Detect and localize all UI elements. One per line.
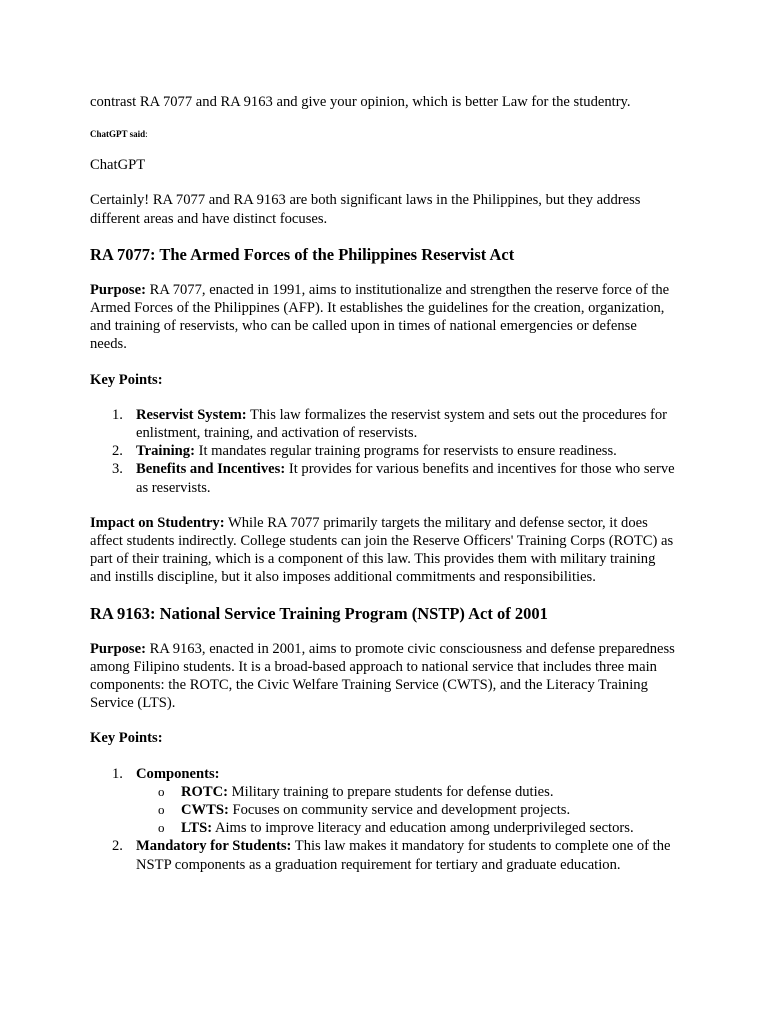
list-number: 2. (112, 838, 123, 855)
purpose-text: RA 7077, enacted in 1991, aims to institutionalize and strengthen the reserve force of the Armed Forces of the Philippines (AFP). It establishes the guidelines for the creation, organization, and training of reservists, who can be called upon in times of national emergencies or defense needs. (90, 281, 670, 353)
point-label: Benefits and Incentives: (136, 461, 286, 478)
list-number: 3. (112, 461, 123, 478)
said-label-text: ChatGPT said (90, 129, 146, 140)
impact-label: Impact on Studentry: (90, 514, 225, 531)
sublist-item (90, 801, 676, 819)
component-text: Aims to improve literacy and education among underprivileged sectors. (212, 820, 634, 837)
chatgpt-said-label (90, 128, 676, 140)
point-label: Reservist System: (136, 406, 247, 423)
section1-impact (90, 514, 676, 587)
intro-paragraph: Certainly! RA 7077 and RA 9163 are both significant laws in the Philippines, but they address different areas and have distinct focuses. (90, 192, 641, 227)
point-text: It mandates regular training programs for reservists to ensure readiness. (194, 443, 617, 460)
section2-key-points-label (90, 729, 676, 747)
list-item (90, 406, 676, 442)
list-number: 2. (112, 443, 123, 460)
point-label: Components: (136, 765, 220, 782)
component-label: LTS: (181, 820, 213, 837)
list-item (90, 460, 676, 496)
sublist-item (90, 819, 676, 837)
section2-key-points-list (90, 765, 676, 874)
section1-key-points-label (90, 371, 676, 389)
bullet-icon: o (158, 802, 165, 818)
list-number: 1. (112, 765, 123, 782)
section1-key-points-list (90, 406, 676, 497)
list-item (90, 765, 676, 838)
point-label: Mandatory for Students: (136, 838, 292, 855)
key-points-label: Key Points: (90, 371, 163, 388)
list-number: 1. (112, 406, 123, 423)
component-text: Focuses on community service and development projects. (228, 802, 571, 819)
component-text: Military training to prepare students for defense duties. (228, 783, 554, 800)
impact-text: While RA 7077 primarily targets the military and defense sector, it does affect students indirectly. College students can join the Reserve Officers' Training Corps (ROTC) as part of their training, which is a component of this law. This provides them with military training and instills discipline, but it also imposes additional commitments and responsibilities. (90, 514, 674, 586)
point-text: This law formalizes the reservist system and sets out the procedures for enlistment, training, and activation of reservists. (136, 406, 668, 442)
user-prompt: contrast RA 7077 and RA 9163 and give your opinion, which is better Law for the studentry. (90, 94, 631, 110)
component-label: CWTS: (181, 802, 229, 819)
section1-heading: RA 7077: The Armed Forces of the Philippines Reservist Act (90, 244, 515, 264)
purpose-text: RA 9163, enacted in 2001, aims to promote civic consciousness and defense preparedness among Filipino students. It is a broad-based approach to national service that includes three main components: the ROTC, the Civic Welfare Training Service (CWTS), and the Literacy Training Service (LTS). (90, 640, 675, 712)
purpose-label: Purpose: (90, 281, 146, 298)
sublist-item (90, 783, 676, 801)
list-item (90, 442, 676, 460)
component-label: ROTC: (181, 783, 229, 800)
bullet-icon: o (158, 783, 165, 799)
section2-heading: RA 9163: National Service Training Program (NSTP) Act of 2001 (90, 603, 548, 623)
list-item (90, 837, 676, 873)
point-label: Training: (136, 443, 195, 460)
said-label-colon: : (145, 129, 148, 140)
purpose-label: Purpose: (90, 640, 146, 657)
components-sublist (136, 783, 676, 838)
point-text: It provides for various benefits and incentives for those who serve as reservists. (136, 461, 675, 496)
section2-purpose (90, 640, 676, 713)
key-points-label: Key Points: (90, 730, 163, 747)
section1-purpose (90, 281, 676, 354)
bullet-icon: o (158, 820, 165, 836)
author-name: ChatGPT (90, 157, 146, 174)
point-text: This law makes it mandatory for students to complete one of the NSTP components as a graduation requirement for tertiary and graduate education. (136, 838, 671, 873)
